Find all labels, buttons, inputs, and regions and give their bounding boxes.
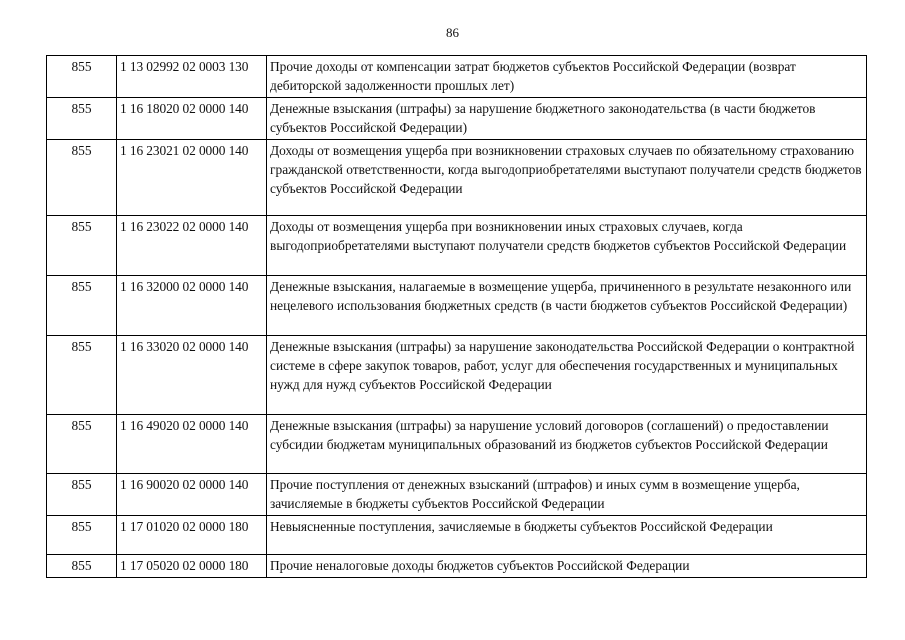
budget-code-cell: 1 16 23021 02 0000 140 — [117, 140, 267, 216]
admin-code-cell: 855 — [47, 516, 117, 555]
revenue-codes-table — [46, 55, 867, 578]
description-cell: Невыясненные поступления, зачисляемые в бюджеты субъектов Российской Федерации — [267, 516, 867, 555]
admin-code-cell: 855 — [47, 56, 117, 98]
description-cell: Доходы от возмещения ущерба при возникновении страховых случаев по обязательному страхованию гражданской ответственности, когда выгодоприобретателями выступают получатели средств бюджетов субъектов Российской Федерации — [267, 140, 867, 216]
table-row — [47, 516, 867, 555]
budget-code-cell: 1 13 02992 02 0003 130 — [117, 56, 267, 98]
budget-code-cell: 1 16 23022 02 0000 140 — [117, 216, 267, 276]
page-number: 86 — [446, 25, 459, 40]
table-row — [47, 555, 867, 578]
admin-code-cell: 855 — [47, 216, 117, 276]
table-row — [47, 56, 867, 98]
budget-code-cell: 1 16 18020 02 0000 140 — [117, 98, 267, 140]
table-row — [47, 336, 867, 415]
table-row — [47, 415, 867, 474]
description-cell: Доходы от возмещения ущерба при возникновении иных страховых случаев, когда выгодоприобретателями выступают получатели средств бюджетов субъектов Российской Федерации — [267, 216, 867, 276]
budget-code-cell: 1 16 32000 02 0000 140 — [117, 276, 267, 336]
description-cell: Денежные взыскания (штрафы) за нарушение законодательства Российской Федерации о контрактной системе в сфере закупок товаров, работ, услуг для обеспечения государственных и муниципальных нужд для нужд субъектов Российской Федерации — [267, 336, 867, 415]
description-cell: Денежные взыскания (штрафы) за нарушение условий договоров (соглашений) о предоставлении субсидии бюджетам муниципальных образований из бюджетов субъектов Российской Федерации — [267, 415, 867, 474]
table-row — [47, 276, 867, 336]
budget-code-cell: 1 16 33020 02 0000 140 — [117, 336, 267, 415]
description-cell: Прочие доходы от компенсации затрат бюджетов субъектов Российской Федерации (возврат дебиторской задолженности прошлых лет) — [267, 56, 867, 98]
admin-code-cell: 855 — [47, 415, 117, 474]
description-cell: Прочие неналоговые доходы бюджетов субъектов Российской Федерации — [267, 555, 867, 578]
table-row — [47, 216, 867, 276]
table-row — [47, 474, 867, 516]
admin-code-cell: 855 — [47, 140, 117, 216]
table-row — [47, 98, 867, 140]
description-cell: Денежные взыскания, налагаемые в возмещение ущерба, причиненного в результате незаконного или нецелевого использования бюджетных средств (в части бюджетов субъектов Российской Федерации) — [267, 276, 867, 336]
table-row — [47, 140, 867, 216]
description-cell: Денежные взыскания (штрафы) за нарушение бюджетного законодательства (в части бюджетов субъектов Российской Федерации) — [267, 98, 867, 140]
description-cell: Прочие поступления от денежных взысканий (штрафов) и иных сумм в возмещение ущерба, зачисляемые в бюджеты субъектов Российской Федерации — [267, 474, 867, 516]
budget-code-cell: 1 16 49020 02 0000 140 — [117, 415, 267, 474]
budget-code-cell: 1 17 01020 02 0000 180 — [117, 516, 267, 555]
admin-code-cell: 855 — [47, 98, 117, 140]
admin-code-cell: 855 — [47, 276, 117, 336]
admin-code-cell: 855 — [47, 474, 117, 516]
budget-code-cell: 1 17 05020 02 0000 180 — [117, 555, 267, 578]
admin-code-cell: 855 — [47, 555, 117, 578]
admin-code-cell: 855 — [47, 336, 117, 415]
budget-code-cell: 1 16 90020 02 0000 140 — [117, 474, 267, 516]
